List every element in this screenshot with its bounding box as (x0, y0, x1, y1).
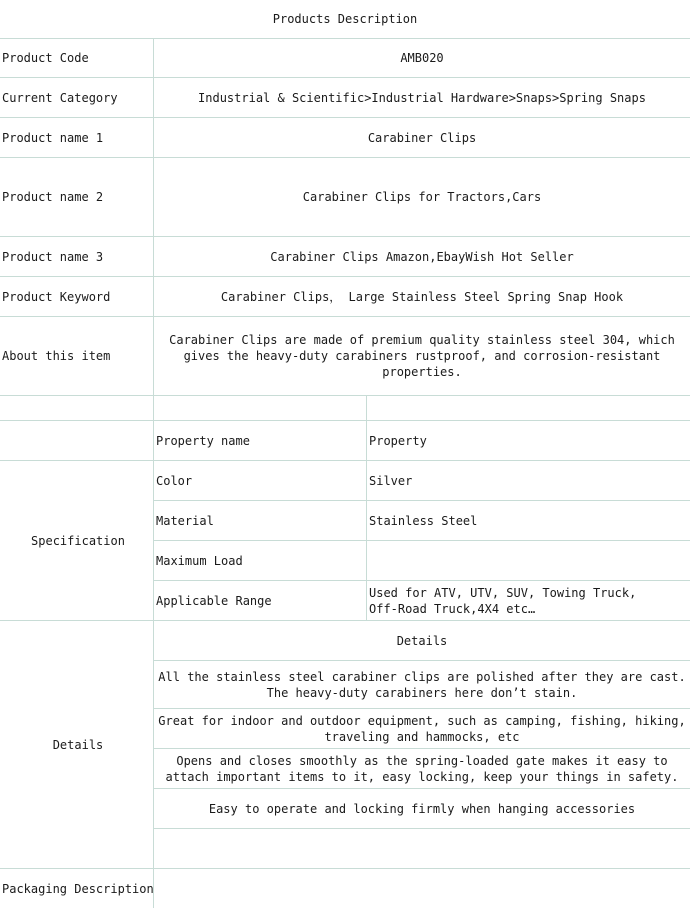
current-category-value: Industrial & Scientific>Industrial Hardware>Snaps>Spring Snaps (154, 78, 690, 118)
property-name: Applicable Range (154, 581, 367, 621)
product-name-2-label: Product name 2 (0, 158, 154, 237)
product-code-label: Product Code (0, 38, 154, 78)
details-item: All the stainless steel carabiner clips are polished after they are cast. The heavy-duty carabiners here don’t stain. (154, 661, 690, 709)
property-name: Maximum Load (154, 541, 367, 581)
product-name-3-value: Carabiner Clips Amazon,EbayWish Hot Seller (154, 237, 690, 277)
current-category-label: Current Category (0, 78, 154, 118)
packaging-description-label: Packaging Description (2, 881, 154, 896)
property-name: Material (154, 501, 367, 541)
property-value: Stainless Steel (367, 501, 690, 541)
details-label: Details (0, 621, 154, 869)
product-name-3-label: Product name 3 (0, 237, 154, 277)
property-name: Color (154, 461, 367, 501)
details-item: Opens and closes smoothly as the spring-loaded gate makes it easy to attach important items to it, easy locking, keep your things in safety. (154, 749, 690, 789)
details-header: Details (154, 621, 690, 661)
spec-header-label (0, 421, 154, 461)
page-title: Products Description (0, 0, 690, 39)
specification-label: Specification (0, 461, 154, 621)
about-item-value: Carabiner Clips are made of premium quality stainless steel 304, which gives the heavy-duty carabiners rustproof, and corrosion-resistant properties. (154, 317, 690, 396)
details-item (154, 829, 690, 869)
property-value: Used for ATV, UTV, SUV, Towing Truck, Off-Road Truck,4X4 etc… (367, 581, 690, 621)
about-item-label: About this item (0, 317, 154, 396)
details-item: Great for indoor and outdoor equipment, such as camping, fishing, hiking, traveling and hammocks, etc (154, 709, 690, 749)
product-code-value: AMB020 (154, 38, 690, 78)
spec-spacer-label (0, 396, 154, 421)
details-item: Easy to operate and locking firmly when hanging accessories (154, 789, 690, 829)
spec-spacer-name (154, 396, 367, 421)
product-keyword-label: Product Keyword (0, 277, 154, 317)
product-name-1-label: Product name 1 (0, 118, 154, 158)
product-name-2-value: Carabiner Clips for Tractors,Cars (154, 158, 690, 237)
property-value (367, 541, 690, 581)
packaging-description-value (154, 869, 690, 908)
product-name-1-value: Carabiner Clips (154, 118, 690, 158)
product-keyword-value: Carabiner Clips， Large Stainless Steel Spring Snap Hook (154, 277, 690, 317)
spec-header-name: Property name (154, 421, 367, 461)
spec-spacer-value (367, 396, 690, 421)
property-value: Silver (367, 461, 690, 501)
spec-header-value: Property (367, 421, 690, 461)
